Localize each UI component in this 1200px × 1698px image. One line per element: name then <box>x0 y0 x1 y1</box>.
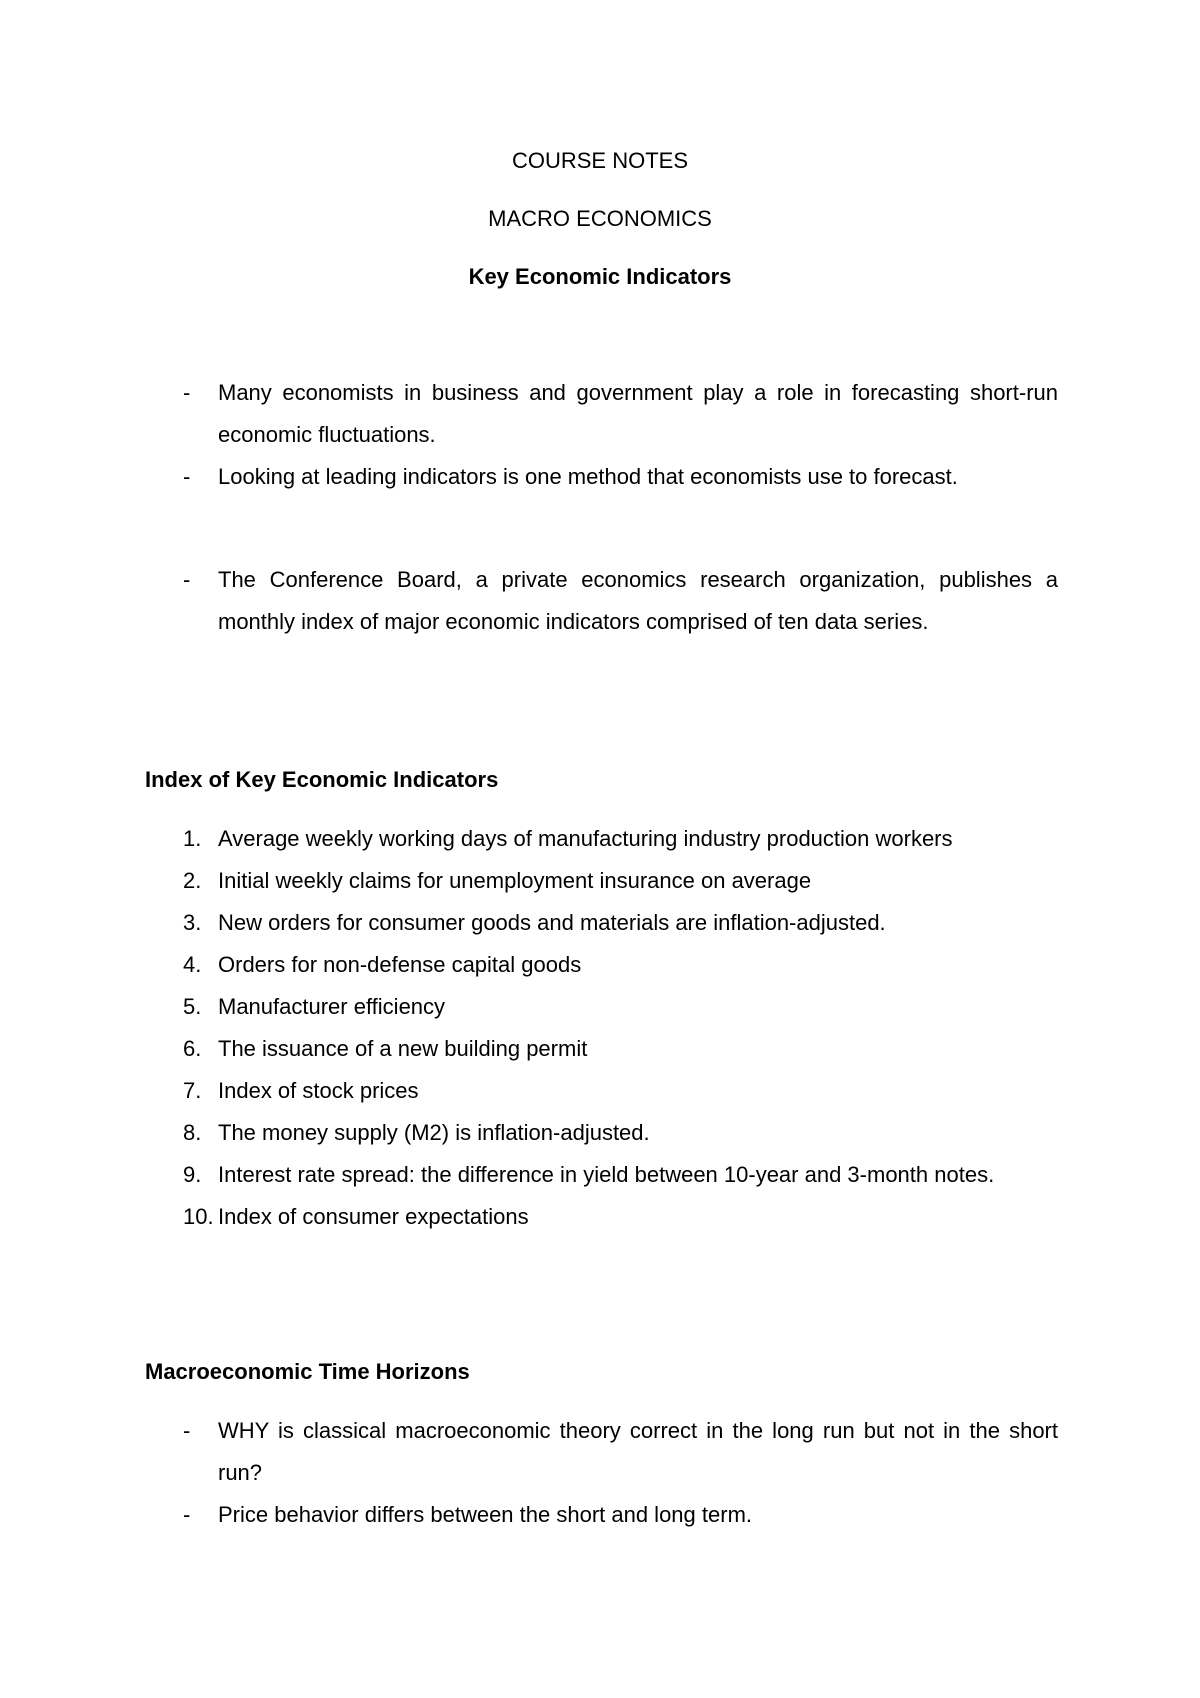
horizons-bullet-list <box>0 1410 1200 1536</box>
number-marker: 1. <box>183 826 202 851</box>
list-item <box>0 372 1200 456</box>
list-item-text: Interest rate spread: the difference in yield between 10-year and 3-month notes. <box>218 1162 995 1187</box>
index-numbered-list <box>0 818 1200 1238</box>
horizons-section-heading: Macroeconomic Time Horizons <box>145 1359 470 1384</box>
list-item-text: Average weekly working days of manufacturing industry production workers <box>218 826 953 851</box>
number-marker: 9. <box>183 1162 202 1187</box>
index-section-heading: Index of Key Economic Indicators <box>145 767 499 792</box>
list-item <box>0 1028 1200 1070</box>
conference-bullet-list <box>0 559 1200 643</box>
bullet-marker: - <box>183 1418 191 1443</box>
number-marker: 6. <box>183 1036 202 1061</box>
list-item-text: Looking at leading indicators is one method that economists use to forecast. <box>218 464 958 489</box>
list-item-text: Index of stock prices <box>218 1078 419 1103</box>
topic-title: Key Economic Indicators <box>468 264 732 289</box>
list-item <box>0 1154 1200 1196</box>
number-marker: 3. <box>183 910 202 935</box>
subject-title: MACRO ECONOMICS <box>488 206 712 231</box>
course-notes-title: COURSE NOTES <box>511 148 689 173</box>
list-item-text: The money supply (M2) is inflation-adjusted. <box>218 1120 650 1145</box>
list-item-text: WHY is classical macroeconomic theory correct in the long run but not in the short run? <box>218 1418 1058 1485</box>
intro-bullet-list <box>0 372 1200 498</box>
list-item <box>0 1070 1200 1112</box>
bullet-marker: - <box>183 1502 191 1527</box>
list-item-text: The issuance of a new building permit <box>218 1036 588 1061</box>
list-item <box>0 986 1200 1028</box>
number-marker: 2. <box>183 868 202 893</box>
list-item-text: The Conference Board, a private economics research organization, publishes a monthly index of major economic indicators comprised of ten data series. <box>218 567 1058 634</box>
bullet-marker: - <box>183 567 191 592</box>
list-item-text: Orders for non-defense capital goods <box>218 952 582 977</box>
list-item-text: New orders for consumer goods and materials are inflation-adjusted. <box>218 910 886 935</box>
number-marker: 4. <box>183 952 202 977</box>
list-item <box>0 1410 1200 1494</box>
list-item <box>0 1196 1200 1238</box>
list-item <box>0 818 1200 860</box>
number-marker: 7. <box>183 1078 202 1103</box>
list-item-text: Manufacturer efficiency <box>218 994 446 1019</box>
list-item <box>0 1112 1200 1154</box>
list-item <box>0 456 1200 498</box>
list-item <box>0 944 1200 986</box>
number-marker: 8. <box>183 1120 202 1145</box>
bullet-marker: - <box>183 464 191 489</box>
list-item-text: Price behavior differs between the short and long term. <box>218 1502 753 1527</box>
list-item-text: Initial weekly claims for unemployment insurance on average <box>218 868 812 893</box>
list-item-text: Many economists in business and government play a role in forecasting short-run economic fluctuations. <box>218 380 1058 447</box>
list-item <box>0 860 1200 902</box>
list-item <box>0 902 1200 944</box>
list-item <box>0 1494 1200 1536</box>
number-marker: 5. <box>183 994 202 1019</box>
list-item <box>0 559 1200 643</box>
bullet-marker: - <box>183 380 191 405</box>
list-item-text: Index of consumer expectations <box>218 1204 529 1229</box>
number-marker: 10. <box>183 1204 214 1229</box>
